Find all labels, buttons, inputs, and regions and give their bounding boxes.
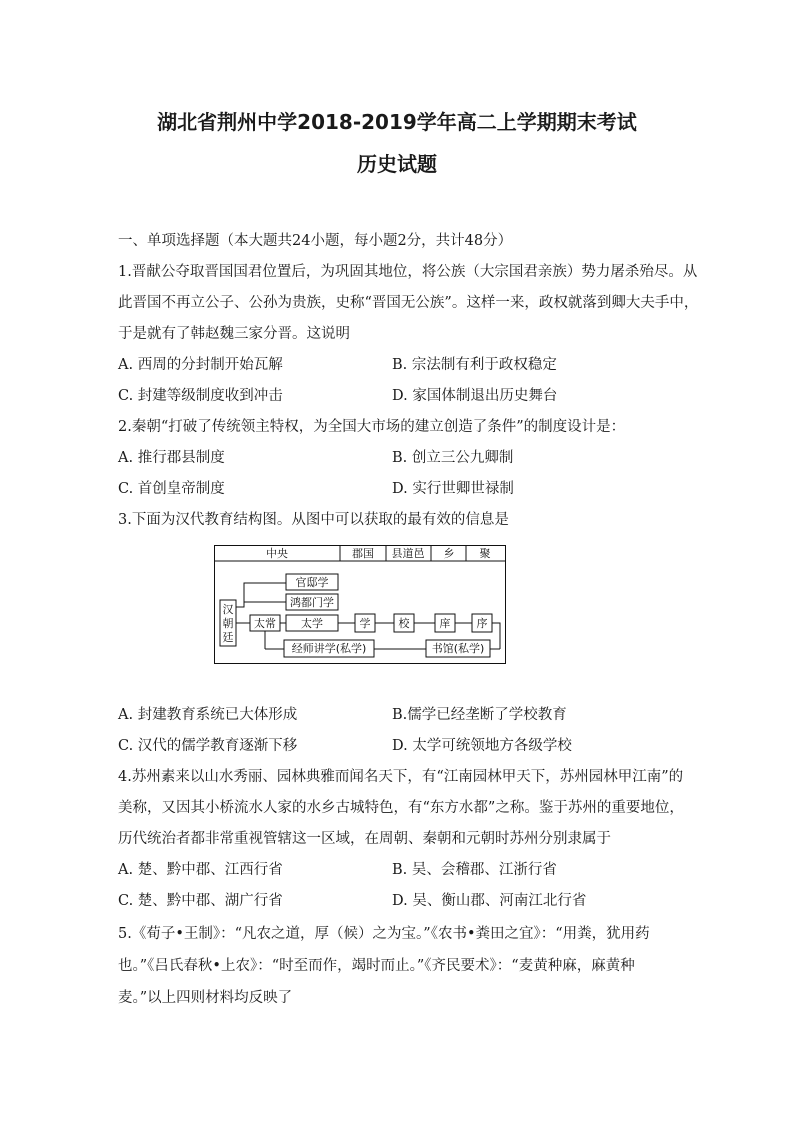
q4-option-d: D. 吴、衡山郡、河南江北行省 [392, 893, 587, 909]
header-xiang: 乡 [443, 547, 455, 560]
q2-option-a: A. 推行郡县制度 [118, 450, 225, 466]
q5-stem-line-1: 5.《荀子•王制》：“凡农之道，厚（候）之为宝。”《农书•粪田之宜》：“用粪，犹用药 [118, 926, 650, 942]
xu-label: 序 [476, 617, 488, 630]
q1-option-a: A. 西周的分封制开始瓦解 [118, 357, 283, 373]
xiao-label: 校 [398, 617, 410, 630]
q2-option-c: C. 首创皇帝制度 [118, 481, 225, 497]
page-title: 湖北省荆州中学2018-2019学年高二上学期期末考试 [157, 110, 637, 134]
han-education-diagram [214, 545, 506, 665]
q3-option-d: D. 太学可统领地方各级学校 [392, 738, 572, 754]
shuguan-label: 书馆(私学) [431, 642, 485, 655]
q2-stem-line-1: 2.秦朝“打破了传统领主特权，为全国大市场的建立创造了条件”的制度设计是： [118, 419, 626, 435]
q2-option-b: B. 创立三公九卿制 [392, 450, 514, 466]
header-ju: 聚 [479, 547, 491, 560]
q4-option-b: B. 吴、会稽郡、江浙行省 [392, 862, 557, 878]
xue-label: 学 [359, 617, 371, 630]
q1-option-c: C. 封建等级制度收到冲击 [118, 388, 283, 404]
header-zhongyang: 中央 [266, 547, 288, 560]
jingshi-label: 经师讲学(私学) [291, 642, 367, 655]
page-subtitle: 历史试题 [357, 152, 437, 176]
han-court-char-1: 汉 [222, 603, 234, 616]
guandixue-label: 官邸学 [295, 576, 329, 589]
section-heading: 一、单项选择题（本大题共24小题，每小题2分，共计48分） [118, 233, 513, 249]
q2-option-d: D. 实行世卿世禄制 [392, 481, 514, 497]
taichang-label: 太常 [254, 617, 276, 630]
q4-option-c: C. 楚、黔中郡、湖广行省 [118, 893, 283, 909]
hongdumenxue-label: 鸿都门学 [290, 596, 334, 609]
han-court-char-3: 廷 [222, 631, 234, 644]
taixue-label: 太学 [301, 617, 323, 630]
q4-stem-line-2: 美称，又因其小桥流水人家的水乡古城特色，有“东方水都”之称。鉴于苏州的重要地位， [118, 800, 684, 816]
q3-option-b: B.儒学已经垄断了学校教育 [392, 707, 567, 723]
q1-stem-line-3: 于是就有了韩赵魏三家分晋。这说明 [118, 326, 350, 342]
q3-option-c: C. 汉代的儒学教育逐渐下移 [118, 738, 298, 754]
q4-option-a: A. 楚、黔中郡、江西行省 [118, 862, 283, 878]
header-xiandaoyi: 县道邑 [391, 547, 425, 560]
xiang-school-label: 庠 [439, 617, 451, 630]
q4-stem-line-3: 历代统治者都非常重视管辖这一区域，在周朝、秦朝和元朝时苏州分别隶属于 [118, 831, 611, 847]
q3-stem-line-1: 3.下面为汉代教育结构图。从图中可以获取的最有效的信息是 [118, 512, 509, 528]
q5-stem-line-3: 麦。”以上四则材料均反映了 [118, 990, 293, 1006]
q1-stem-line-2: 此晋国不再立公子、公孙为贵族，史称“晋国无公族”。这样一来，政权就落到卿大夫手中， [118, 295, 699, 311]
q4-stem-line-1: 4.苏州素来以山水秀丽、园林典雅而闻名天下，有“江南园林甲天下，苏州园林甲江南”的 [118, 769, 684, 785]
q5-stem-line-2: 也。”《吕氏春秋•上农》：“时至而作，竭时而止。”《齐民要术》：“麦黄种麻，麻黄种 [118, 958, 635, 974]
header-junguo: 郡国 [352, 547, 374, 560]
q1-option-d: D. 家国体制退出历史舞台 [392, 388, 558, 404]
q1-option-b: B. 宗法制有利于政权稳定 [392, 357, 557, 373]
q1-stem-line-1: 1.晋献公夺取晋国国君位置后，为巩固其地位，将公族（大宗国君亲族）势力屠杀殆尽。从 [118, 264, 698, 280]
han-court-char-2: 朝 [222, 617, 234, 630]
q3-option-a: A. 封建教育系统已大体形成 [118, 707, 298, 723]
